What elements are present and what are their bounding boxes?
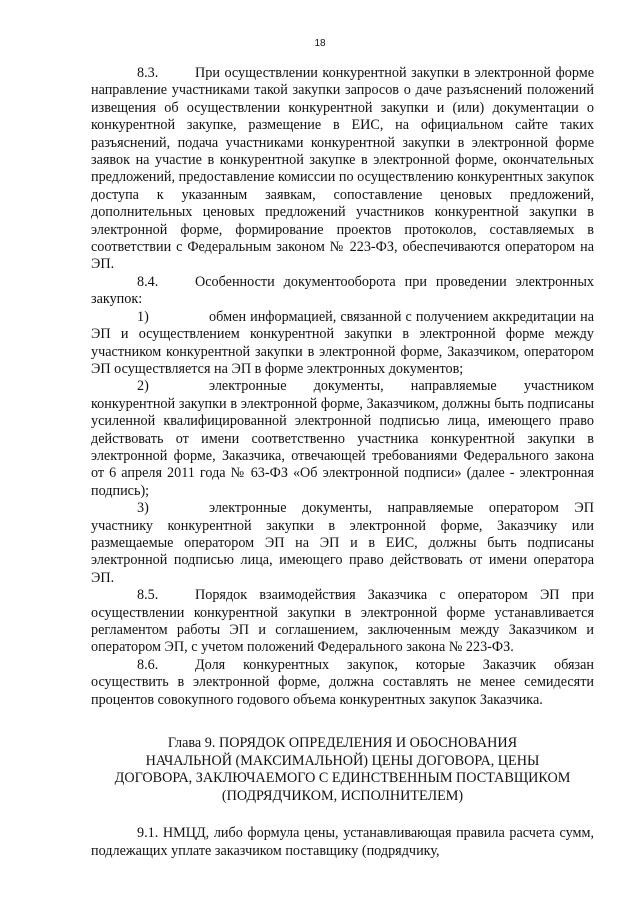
list-item-text: обмен информацией, связанной с получением аккредитации на ЭП и осуществлением конкурентной закупки в электронной форме между участником конкурентной закупки в электронной форме, Заказчиком, оператором ЭП осуществляется на ЭП в форме электронных документов; [91,308,594,377]
paragraph-number: 8.4. [137,273,159,290]
paragraph-8-6 [91,657,594,709]
list-item-1 [91,309,594,379]
paragraph-number: 8.6. [137,656,159,673]
chapter-heading-line: Глава 9. ПОРЯДОК ОПРЕДЕЛЕНИЯ И ОБОСНОВАНИЯ [167,735,518,752]
list-item-text: электронные документы, направляемые участником конкурентной закупки в электронной форме, Заказчиком, должны быть подписаны усиленной квалифицированной электронной подписью лица, имеющего право действовать от имени соответственно участника конкурентной закупки в электронной форме, Заказчика, отвечающей требованиями Федерального закона от 6 апреля 2011 года № 63-ФЗ «Об электронной подписи» (далее - электронная подпись); [91,378,594,499]
paragraph-text: Порядок взаимодействия Заказчика с оператором ЭП при осуществлении конкурентной закупки в электронной форме устанавливается регламентом работы ЭП и соглашением, заключенным между Заказчиком и оператором ЭП, с учетом положений Федерального закона № 223-ФЗ. [91,587,594,656]
paragraph-number: 8.5. [137,587,159,604]
list-item-number: 3) [137,500,149,517]
chapter-heading-line: НАЧАЛЬНОЙ (МАКСИМАЛЬНОЙ) ЦЕНЫ ДОГОВОРА, ЦЕНЫ [145,752,540,769]
list-item-3 [91,500,594,587]
paragraph-text: При осуществлении конкурентной закупки в электронной форме направление участниками такой закупки запросов о даче разъяснений положений извещения об осуществлении конкурентной закупки и (или) документации о конкурентной закупке, размещение в ЕИС, на официальном сайте таких разъяснений, подача участниками конкурентной закупки в электронной форме заявок на участие в конкурентной закупке в электронной форме, окончательных предложений, предоставление комиссии по осуществлению конкурентных закупок доступа к указанным заявкам, сопоставление ценовых предложений, дополнительных ценовых предложений участников конкурентной закупки в электронной форме, формирование проектов протоколов, составляемых в соответствии с Федеральным законом № 223-ФЗ, обеспечиваются оператором на ЭП. [91,65,594,273]
paragraph-8-3 [91,65,594,274]
chapter-heading-line: ДОГОВОРА, ЗАКЛЮЧАЕМОГО С ЕДИНСТВЕННЫМ ПОСТАВЩИКОМ [114,770,571,787]
chapter-heading-line: (ПОДРЯДЧИКОМ, ИСПОЛНИТЕЛЕМ) [221,787,464,804]
paragraph-8-5 [91,587,594,657]
list-item-number: 1) [137,308,149,325]
paragraph-number: 9.1. [137,825,159,842]
list-item-number: 2) [137,378,149,395]
page-number: 18 [314,38,326,49]
chapter-heading [91,735,594,805]
document-body [91,65,594,860]
paragraph-text: НМЦД, либо формула цены, устанавливающая правила расчета сумм, подлежащих уплате заказчиком поставщику (подрядчику, [91,825,594,859]
list-item-2 [91,378,594,500]
paragraph-number: 8.3. [137,65,159,81]
paragraph-text: Особенности документооборота при проведении электронных закупок: [91,273,594,308]
paragraph-9-1 [91,825,594,860]
list-item-text: электронные документы, направляемые оператором ЭП участнику конкурентной закупки в электронной форме, Заказчику или размещаемые оператором ЭП на ЭП и в ЕИС, должны быть подписаны электронной подписью лица, имеющего право действовать от имени оператора ЭП. [91,500,594,586]
paragraph-text: Доля конкурентных закупок, которые Заказчик обязан осуществить в электронной форме, должна составлять не менее семидесяти процентов совокупного годового объема конкурентных закупок Заказчика. [91,656,594,708]
paragraph-8-4 [91,274,594,309]
